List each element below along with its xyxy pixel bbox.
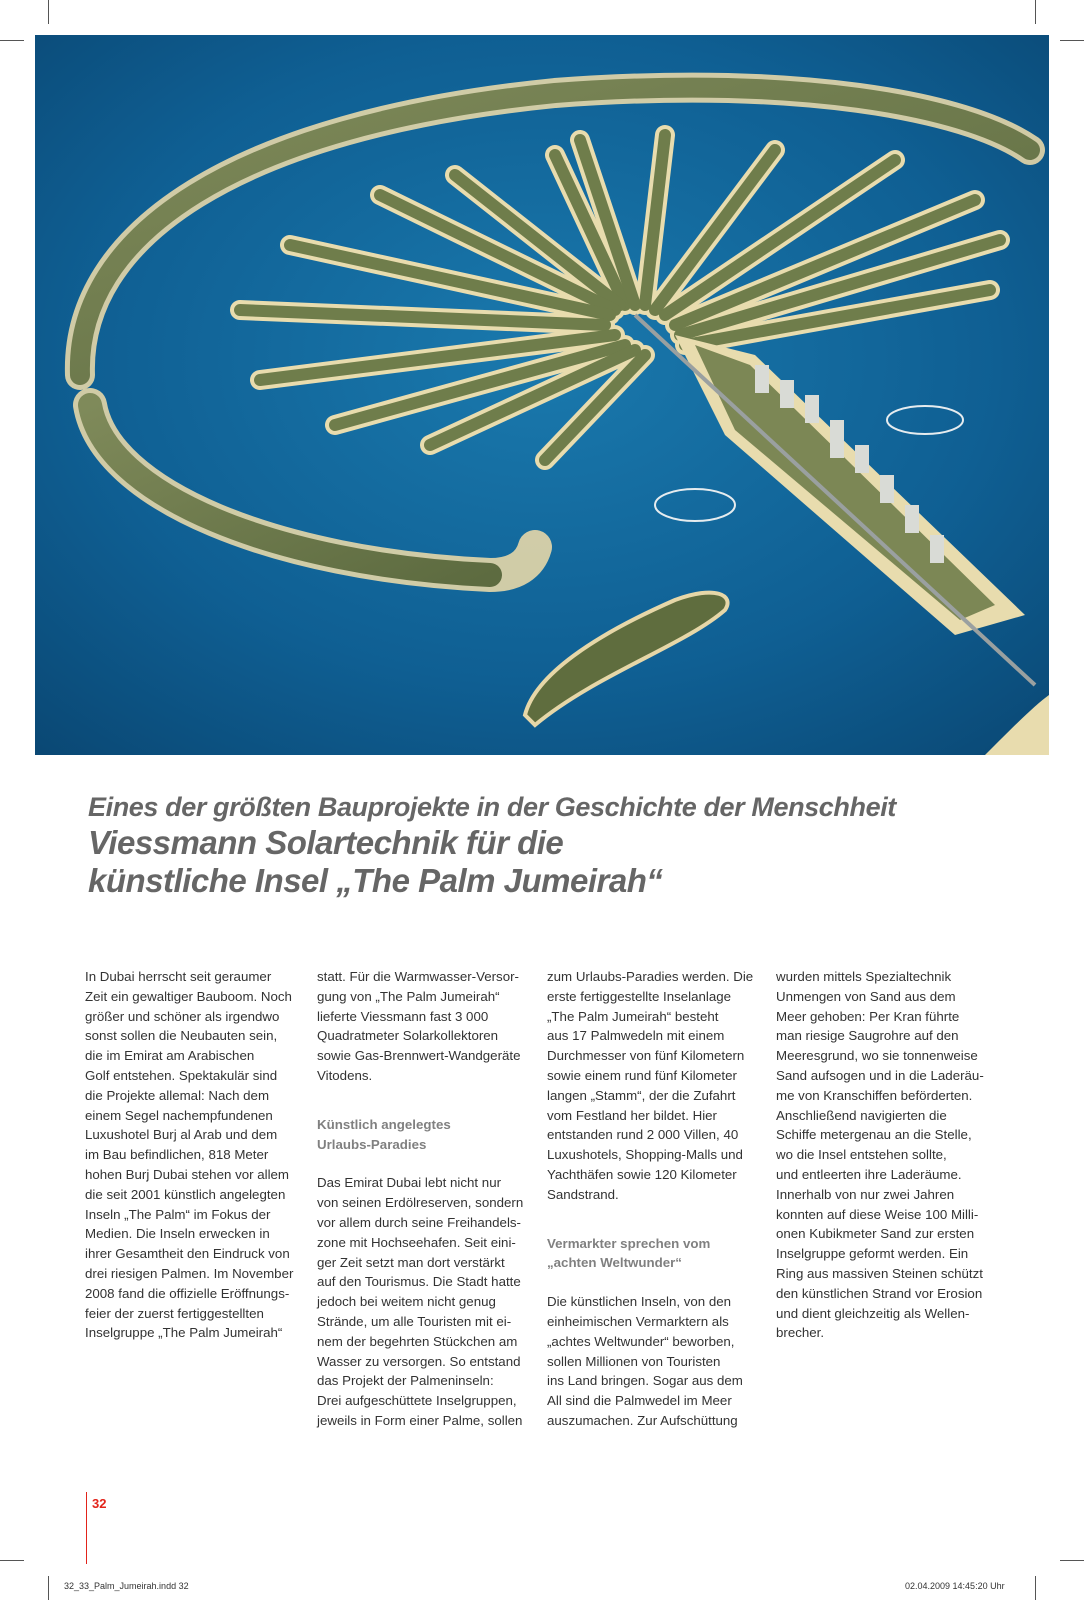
slug-timestamp: 02.04.2009 14:45:20 Uhr (905, 1581, 1005, 1591)
column-2 (317, 967, 537, 1431)
crop-mark (48, 0, 49, 24)
article-headline (88, 790, 988, 900)
crop-mark (1035, 1576, 1036, 1600)
hero-image (35, 35, 1049, 755)
paragraph: Die künstlichen Inseln, von den einheimischen Vermarktern als „achtes Weltwunder“ beworben, sollen Millionen von Touristen ins Land bringen. Sogar aus dem All sind die Palmwedel im Meer auszumachen. Zur Aufschüttung (547, 1294, 743, 1428)
palm-island-illustration (35, 35, 1049, 755)
paragraph: wurden mittels Spezialtechnik Unmengen von Sand aus dem Meer gehoben: Per Kran führte man riesige Saugrohre auf den Meeresgrund, wo sie tonnenweise Sand aufsogen und in die Laderäu- me von Kranschiffen beförderten. Anschließend navigierten die Schiffe metergenau an die Stelle, wo die Insel entstehen sollte, und entleerten ihre Laderäume. Innerhalb von nur zwei Jahren konnten auf diese Weise 100 Milli- onen Kubikmeter Sand zur ersten Inselgruppe geformt werden. Ein Ring aus massiven Steinen schützt den künstlichen Strand vor Erosion und dient gleichzeitig als Wellen- brecher. (776, 969, 984, 1341)
paragraph: statt. Für die Warmwasser-Versor- gung von „The Palm Jumeirah“ lieferte Viessmann fast 3 000 Quadratmeter Solarkollektoren sowie Gas-Brennwert-Wandgeräte Vitodens. (317, 969, 521, 1083)
slug-filename: 32_33_Palm_Jumeirah.indd 32 (64, 1581, 189, 1591)
crop-mark (48, 1576, 49, 1600)
crop-mark (0, 40, 24, 41)
subheading: Künstlich angelegtes Urlaubs-Paradies (317, 1116, 451, 1152)
column-1 (85, 967, 305, 1343)
crop-mark (1060, 40, 1084, 41)
crop-mark (0, 1560, 24, 1561)
page-number-rule (86, 1492, 87, 1564)
title-line-1: Viessmann Solartechnik für die (88, 824, 564, 861)
page-number: 32 (92, 1496, 107, 1511)
paragraph: zum Urlaubs-Paradies werden. Die erste fertiggestellte Inselanlage „The Palm Jumeirah“ besteht aus 17 Palmwedeln mit einem Durchmesser von fünf Kilometern sowie einem rund fünf Kilometer langen „Stamm“, der die Zufahrt vom Festland her bildet. Hier entstanden rund 2 000 Villen, 40 Luxushotels, Shopping-Malls und Yachthäfen sowie 120 Kilometer Sandstrand. (547, 969, 754, 1202)
column-3 (547, 967, 767, 1431)
subheading: Vermarkter sprechen vom „achten Weltwunder“ (547, 1235, 711, 1271)
paragraph: In Dubai herrscht seit geraumer Zeit ein gewaltiger Bauboom. Noch größer und schöner als irgendwo sonst sollen die Neubauten sein, die im Emirat am Arabischen Golf entstehen. Spektakulär sind die Projekte allemal: Nach dem einem Segel nachempfundenen Luxushotel Burj al Arab und dem im Bau befindlichen, 818 Meter hohen Burj Dubai stehen vor allem die seit 2001 künstlich angelegten Inseln „The Palm“ im Fokus der Medien. Die Inseln erwecken in ihrer Gesamtheit den Eindruck von drei riesigen Palmen. Im November 2008 fand die offizielle Eröffnungs- feier der zuerst fertiggestellten Inselgruppe „The Palm Jumeirah“ (85, 969, 294, 1341)
kicker: Eines der größten Bauprojekte in der Geschichte der Menschheit (88, 792, 896, 822)
paragraph: Das Emirat Dubai lebt nicht nur von seinen Erdölreserven, sondern vor allem durch seine Freihandels- zone mit Hochseehafen. Seit eini- ger Zeit setzt man dort verstärkt auf den Tourismus. Die Stadt hatte jedoch bei weitem nicht genug Strände, um alle Touristen mit ei- nem der begehrten Stückchen am Wasser zu versorgen. So entstand das Projekt der Palmeninseln: Drei aufgeschüttete Inselgruppen, jeweils in Form einer Palme, sollen (317, 1175, 524, 1428)
title-line-2: künstliche Insel „The Palm Jumeirah“ (88, 862, 663, 899)
column-4 (776, 967, 996, 1343)
crop-mark (1035, 0, 1036, 24)
crop-mark (1060, 1560, 1084, 1561)
